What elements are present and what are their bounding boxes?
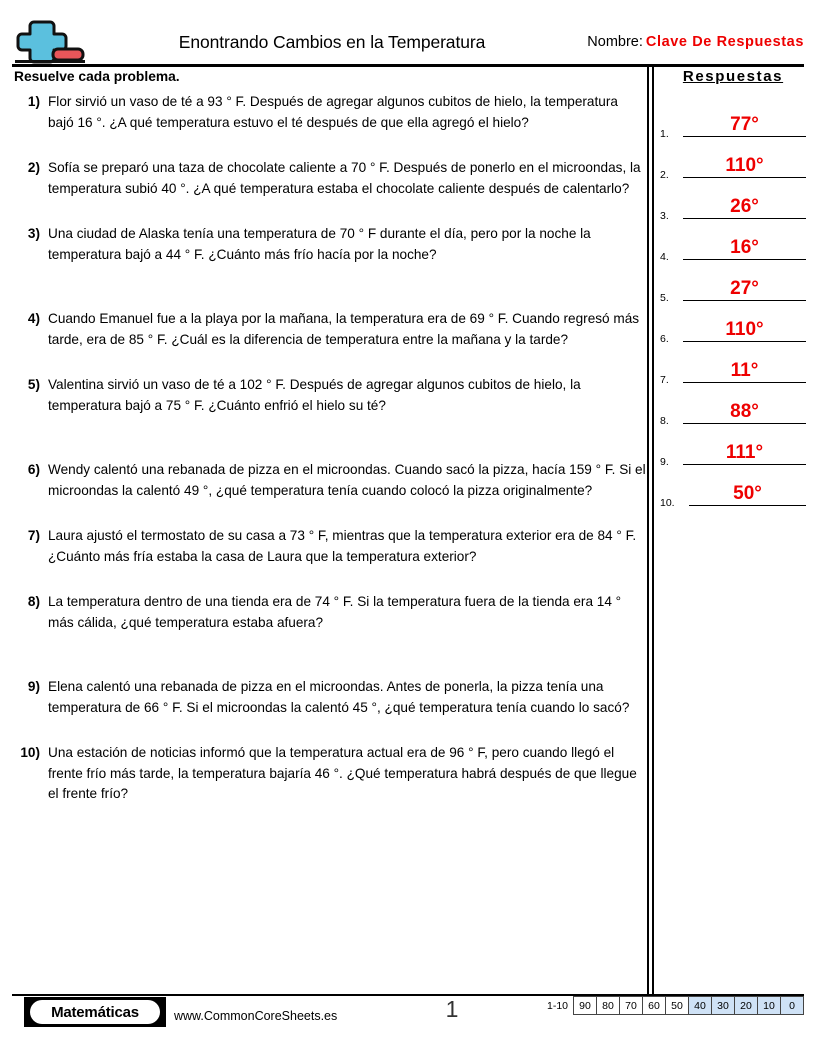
question-number: 6) [27, 462, 40, 477]
divider-line-right [652, 66, 654, 994]
question-number: 1) [27, 94, 40, 109]
question-item [14, 460, 646, 501]
page-footer [12, 994, 804, 1042]
score-box: 60 [643, 997, 666, 1014]
answer-value: 111° [725, 442, 764, 463]
question-item [14, 309, 646, 350]
question-item [14, 158, 646, 199]
answer-value: 88° [730, 401, 759, 422]
answer-number: 4. [660, 251, 669, 263]
answer-row [660, 386, 806, 427]
answer-blank-line [683, 259, 806, 260]
answer-value: 16° [730, 237, 759, 258]
answer-value: 11° [730, 360, 759, 381]
answer-number: 9. [660, 456, 669, 468]
answer-blank-line [683, 423, 806, 424]
question-number: 3) [27, 226, 40, 241]
page-header [12, 18, 804, 64]
name-label: Nombre: [587, 34, 643, 50]
question-text: Una estación de noticias informó que la temperatura actual era de 96 ° F, pero cuando llegó el frente frío más tarde, la temperatura bajaría 46 °. ¿Qué temperatura habrá después de que llegue el frente frío? [48, 745, 637, 801]
question-item [14, 592, 646, 633]
answer-number: 5. [660, 292, 669, 304]
answer-value: 110° [725, 319, 764, 340]
score-box: 50 [666, 997, 689, 1014]
score-scale-label: 1-10 [546, 999, 568, 1012]
answer-blank-line [683, 136, 806, 137]
answer-row [660, 140, 806, 181]
answer-number: 2. [660, 169, 669, 181]
answer-blank-line [683, 382, 806, 383]
question-number: 4) [27, 311, 40, 326]
question-text: Elena calentó una rebanada de pizza en el microondas. Antes de ponerla, la pizza tenía una temperatura de 66 ° F. Si el microondas la calentó 45 °, ¿qué temperatura tenía cuando lo sacó? [48, 679, 630, 715]
answer-row [660, 263, 806, 304]
answer-blank-line [683, 464, 806, 465]
answer-key-column [660, 68, 806, 509]
page-number: 1 [445, 996, 459, 1022]
question-text: Wendy calentó una rebanada de pizza en el microondas. Cuando sacó la pizza, hacía 159 ° F. Si el microondas la calentó 49 °, ¿qué temperatura tenía cuando colocó la pizza originalmente? [48, 462, 646, 498]
header-divider-rule [12, 64, 804, 67]
answer-value: 26° [730, 196, 759, 217]
answer-row [660, 304, 806, 345]
score-box: 80 [597, 997, 620, 1014]
answer-number: 7. [660, 374, 669, 386]
page-title: Enontrando Cambios en la Temperatura [178, 32, 486, 52]
question-text: Una ciudad de Alaska tenía una temperatura de 70 ° F durante el día, pero por la noche la temperatura bajó a 44 ° F. ¿Cuánto más frío hacía por la noche? [48, 226, 591, 262]
question-text: Laura ajustó el termostato de su casa a 73 ° F, mientras que la temperatura exterior era de 84 ° F. ¿Cuánto más fría estaba la casa de Laura que la temperatura exterior? [48, 528, 637, 564]
question-text: Cuando Emanuel fue a la playa por la mañana, la temperatura era de 69 ° F. Cuando regresó más tarde, era de 85 ° F. ¿Cuál es la diferencia de temperatura entre la mañana y la tarde? [48, 311, 640, 347]
answer-blank-line [683, 300, 806, 301]
answer-value: 50° [733, 483, 762, 504]
score-scale [547, 996, 804, 1015]
question-item [14, 526, 646, 567]
score-box: 30 [712, 997, 735, 1014]
answer-row [660, 222, 806, 263]
name-field [587, 34, 804, 50]
site-url: www.CommonCoreSheets.es [174, 1009, 338, 1023]
question-item [14, 677, 646, 718]
answer-blank-line [683, 341, 806, 342]
answer-value: 77° [730, 114, 759, 135]
brand-label: Matemáticas [30, 1000, 160, 1024]
question-text: Sofía se preparó una taza de chocolate caliente a 70 ° F. Después de ponerlo en el microondas, la temperatura subió 40 °. ¿A qué temperatura estaba el chocolate caliente después de calentarlo? [48, 160, 641, 196]
score-box: 40 [689, 997, 712, 1014]
score-box: 20 [735, 997, 758, 1014]
question-text: Flor sirvió un vaso de té a 93 ° F. Después de agregar algunos cubitos de hielo, la temperatura bajó 16 °. ¿A qué temperatura estuvo el té después de que ella agregó el hielo? [48, 94, 618, 130]
question-number: 10) [20, 745, 40, 760]
score-box: 0 [781, 997, 804, 1014]
question-item [14, 92, 646, 133]
plus-minus-icon [12, 18, 88, 64]
answer-number: 1. [660, 128, 669, 140]
score-scale-boxes [573, 996, 804, 1015]
answer-row [660, 468, 806, 509]
question-number: 9) [27, 679, 40, 694]
question-number: 5) [27, 377, 40, 392]
divider-line-left [647, 66, 649, 994]
question-item [14, 375, 646, 416]
questions-list [14, 92, 646, 805]
answer-number: 6. [660, 333, 669, 345]
answer-blank-line [683, 218, 806, 219]
answer-value: 27° [730, 278, 759, 299]
answer-blank-line [689, 505, 806, 506]
answer-row [660, 181, 806, 222]
answer-blank-line [683, 177, 806, 178]
instruction-text: Resuelve cada problema. [14, 69, 180, 84]
score-box: 70 [620, 997, 643, 1014]
answers-heading: Respuestas [682, 68, 784, 85]
question-item [14, 224, 646, 265]
column-divider [647, 66, 654, 994]
score-box: 90 [574, 997, 597, 1014]
question-text: La temperatura dentro de una tienda era de 74 ° F. Si la temperatura fuera de la tienda era 14 ° más cálida, ¿qué temperatura estaba afuera? [48, 594, 622, 630]
answer-row [660, 427, 806, 468]
score-box: 10 [758, 997, 781, 1014]
brand-logo [24, 997, 166, 1027]
question-number: 7) [27, 528, 40, 543]
answer-number: 3. [660, 210, 669, 222]
question-number: 8) [27, 594, 40, 609]
question-number: 2) [27, 160, 40, 175]
name-value: Clave De Respuestas [645, 34, 804, 50]
answer-row [660, 99, 806, 140]
answer-number: 10. [660, 497, 675, 509]
question-item [14, 743, 646, 805]
answer-value: 110° [725, 155, 764, 176]
question-text: Valentina sirvió un vaso de té a 102 ° F. Después de agregar algunos cubitos de hielo, la temperatura bajó a 75 ° F. ¿Cuánto enfrió el hielo su té? [48, 377, 581, 413]
answer-number: 8. [660, 415, 669, 427]
answer-row [660, 345, 806, 386]
